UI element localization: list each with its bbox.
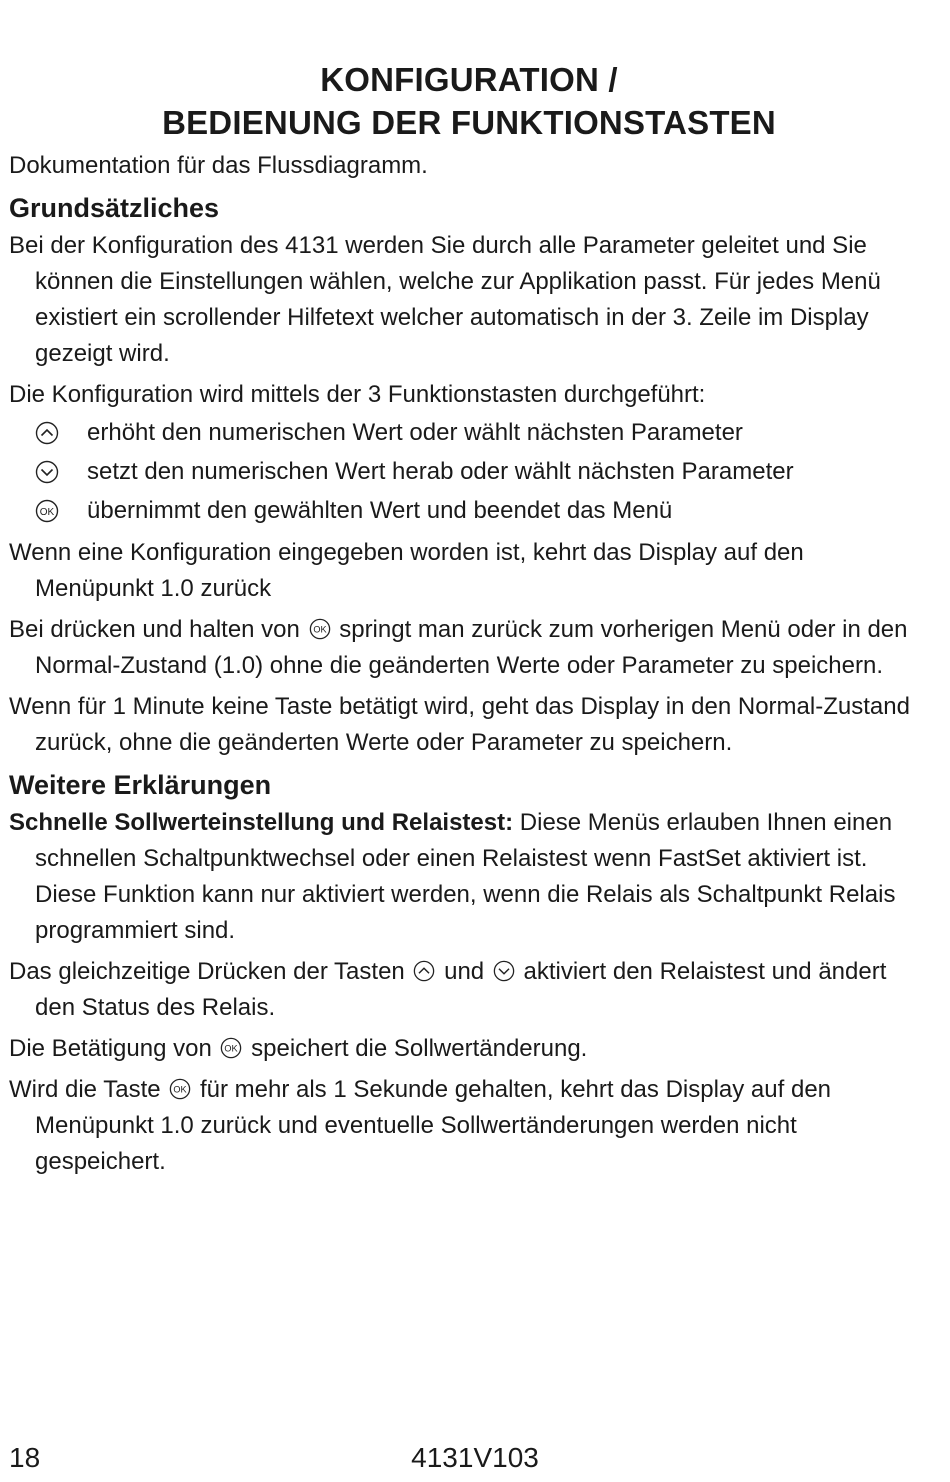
key-row-ok	[9, 491, 929, 530]
text-fragment: Das gleichzeitige Drücken der Tasten	[9, 958, 412, 985]
text-fragment: für mehr als 1 Sekunde gehalten, kehrt das Display auf den Menüpunkt 1.0 zurück und eventuelle Sollwertänderungen werden nicht gespeichert.	[35, 1076, 832, 1175]
text-fragment: speichert die Sollwertänderung.	[244, 1035, 588, 1062]
ok-key-icon	[35, 499, 87, 523]
section-heading-grundsaetzliches: Grundsätzliches	[9, 193, 220, 223]
intro-text: Dokumentation für das Flussdiagramm.	[9, 152, 428, 179]
key-description-up: erhöht den numerischen Wert oder wählt nächsten Parameter	[87, 418, 743, 446]
text-fragment: aktiviert den Relaistest und ändert den Status des Relais.	[35, 958, 887, 1021]
ok-key-icon	[220, 1037, 242, 1059]
ok-key-icon	[309, 618, 331, 640]
page-title	[9, 58, 929, 144]
paragraph-konfiguration: Bei der Konfiguration des 4131 werden Sie durch alle Parameter geleitet und Sie können die Einstellungen wählen, welche zur Applikation passt. Für jedes Menü existiert ein scrollender Hilfetext welcher automatisch in der 3. Zeile im Display gezeigt wird.	[9, 232, 881, 367]
section-heading-weitere-erklaerungen: Weitere Erklärungen	[9, 770, 272, 800]
paragraph-timeout: Wenn für 1 Minute keine Taste betätigt wird, geht das Display in den Normal-Zustand zurück, ohne die geänderten Werte oder Parameter zu speichern.	[9, 693, 910, 756]
text-fragment: Diese Menüs erlauben Ihnen einen schnellen Schaltpunktwechsel oder einen Relaistest wenn FastSet aktiviert ist. Diese Funktion kann nur aktiviert werden, wenn die Relais als Schaltpunkt Relais programmiert sind.	[35, 809, 896, 944]
text-fragment: Bei drücken und halten von	[9, 616, 307, 643]
paragraph-druecken-halten	[9, 612, 929, 684]
title-line-1: KONFIGURATION /	[320, 61, 618, 98]
key-row-up	[9, 413, 929, 452]
down-key-icon	[35, 460, 87, 484]
key-description-down: setzt den numerischen Wert herab oder wählt nächsten Parameter	[87, 457, 794, 485]
paragraph-menuepunkt: Wenn eine Konfiguration eingegeben worden ist, kehrt das Display auf den Menüpunkt 1.0 zurück	[9, 539, 804, 602]
document-id: 4131V103	[411, 1442, 539, 1473]
text-fragment: Wird die Taste	[9, 1076, 168, 1103]
paragraph-betaetigung	[9, 1031, 929, 1067]
up-key-icon	[35, 421, 87, 445]
svg-text:OK: OK	[224, 1043, 239, 1054]
up-key-icon	[413, 960, 435, 982]
text-fragment: springt man zurück zum vorherigen Menü oder in den Normal-Zustand (1.0) ohne die geänderten Werte oder Parameter zu speichern.	[35, 616, 908, 679]
paragraph-schnelle-sollwert	[9, 805, 929, 949]
bold-lead: Schnelle Sollwerteinstellung und Relaistest:	[9, 809, 514, 836]
text-fragment: Die Betätigung von	[9, 1035, 219, 1062]
key-description-ok: übernimmt den gewählten Wert und beendet das Menü	[87, 496, 673, 524]
key-row-down	[9, 452, 929, 491]
paragraph-gleichzeitig	[9, 954, 929, 1026]
title-line-2: BEDIENUNG DER FUNKTIONSTASTEN	[162, 104, 776, 141]
paragraph-funktionstasten: Die Konfiguration wird mittels der 3 Funktionstasten durchgeführt:	[9, 381, 706, 408]
paragraph-taste-gehalten	[9, 1072, 929, 1180]
svg-text:OK: OK	[312, 624, 327, 635]
down-key-icon	[493, 960, 515, 982]
ok-key-icon	[169, 1078, 191, 1100]
text-fragment: und	[437, 958, 491, 985]
svg-text:OK: OK	[173, 1084, 187, 1095]
svg-text:OK: OK	[39, 506, 55, 518]
document-page	[9, 58, 929, 1180]
page-number: 18	[9, 1442, 41, 1473]
